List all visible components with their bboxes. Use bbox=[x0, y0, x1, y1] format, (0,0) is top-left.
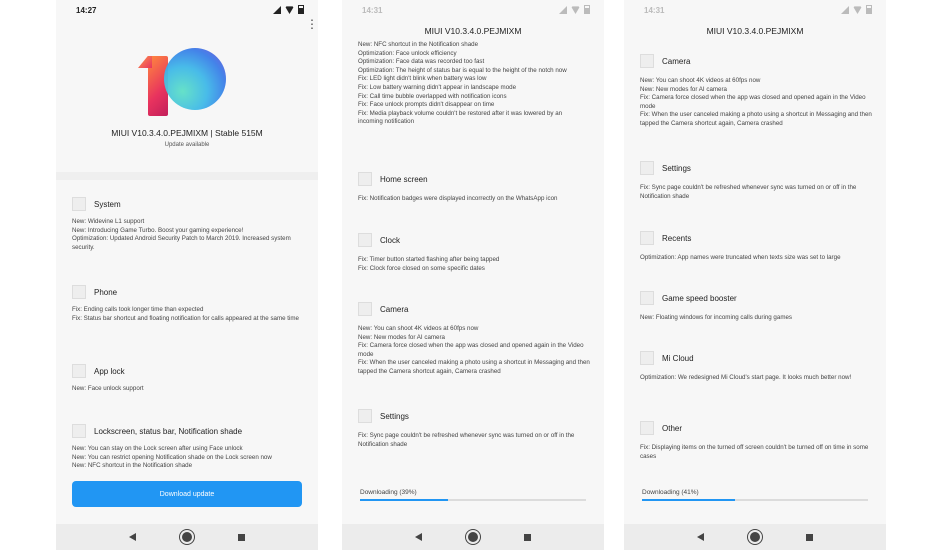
changelog-line: New: NFC shortcut in the Notification shade bbox=[358, 41, 479, 48]
recents-icon[interactable] bbox=[238, 534, 245, 541]
page-title: MIUI V10.3.4.0.PEJMIXM bbox=[706, 26, 804, 36]
changelog-line: Fix: Call time bubble overlapped with notification icons bbox=[358, 92, 507, 100]
wifi-icon bbox=[853, 5, 862, 14]
phone-icon bbox=[72, 285, 86, 299]
status-time: 14:31 bbox=[362, 6, 383, 15]
section-title: Other bbox=[662, 423, 683, 433]
back-icon[interactable] bbox=[697, 533, 704, 541]
system-icon bbox=[72, 197, 86, 211]
back-icon[interactable] bbox=[415, 533, 422, 541]
changelog-line: Optimization: Face unlock efficiency bbox=[358, 49, 457, 57]
home-icon[interactable] bbox=[182, 532, 192, 542]
changelog-line: Fix: Camera force closed when the app was closed and opened again in the Video mode bbox=[358, 342, 584, 358]
changelog-section-settings bbox=[640, 158, 872, 201]
navigation-bar bbox=[56, 524, 318, 550]
download-progress-fill bbox=[360, 499, 448, 501]
changelog-line: New: Face unlock support bbox=[72, 385, 144, 392]
changelog-line: Optimization: The height of status bar is equal to the height of the notch now bbox=[358, 66, 567, 74]
status-time: 14:27 bbox=[76, 6, 97, 15]
signal-icon bbox=[273, 6, 281, 14]
changelog-line: Fix: Displaying items on the turned off screen couldn't be turned off on time in some cases bbox=[640, 444, 869, 460]
version-label: MIUI V10.3.4.0.PEJMIXM | Stable 515M bbox=[111, 128, 263, 138]
changelog-section-system bbox=[72, 194, 304, 252]
recents-icon[interactable] bbox=[524, 534, 531, 541]
changelog-line: Fix: Media playback volume couldn't be restored after it was lowered by an incoming notification bbox=[358, 109, 563, 126]
changelog-section-home-screen bbox=[358, 169, 590, 204]
app-lock-icon bbox=[72, 364, 86, 378]
changelog-line: New: New modes for AI camera bbox=[640, 85, 727, 93]
section-title: System bbox=[94, 199, 121, 209]
clock-icon bbox=[358, 233, 372, 247]
changelog-section-phone bbox=[72, 282, 304, 323]
section-title: Recents bbox=[662, 233, 692, 243]
changelog-line: Fix: Face unlock prompts didn't disappear on time bbox=[358, 101, 495, 109]
changelog-line: Fix: Notification badges were displayed incorrectly on the WhatsApp icon bbox=[358, 195, 558, 202]
download-progress-bar bbox=[642, 499, 868, 501]
navigation-bar bbox=[342, 524, 604, 550]
home-icon[interactable] bbox=[468, 532, 478, 542]
page-title: MIUI V10.3.4.0.PEJMIXM bbox=[424, 26, 522, 36]
changelog-line: New: New modes for AI camera bbox=[358, 333, 445, 341]
section-title: Camera bbox=[380, 304, 409, 314]
changelog-line: New: You can restrict opening Notification shade on the Lock screen now bbox=[72, 453, 272, 461]
navigation-bar bbox=[624, 524, 886, 550]
changelog-line: New: You can shoot 4K videos at 60fps now bbox=[640, 77, 761, 84]
back-icon[interactable] bbox=[129, 533, 136, 541]
changelog-line: Fix: Ending calls took longer time than expected bbox=[72, 306, 204, 313]
battery-icon bbox=[866, 5, 872, 14]
changelog-line: Optimization: Face data was recorded too fast bbox=[358, 58, 485, 66]
signal-icon bbox=[841, 6, 849, 14]
changelog-line: New: Widevine L1 support bbox=[72, 218, 145, 225]
camera-icon bbox=[640, 54, 654, 68]
section-title: Phone bbox=[94, 287, 118, 297]
changelog-line: Fix: Clock force closed on some specific dates bbox=[358, 264, 485, 272]
game-speed-booster-icon bbox=[640, 291, 654, 305]
other-icon bbox=[640, 421, 654, 435]
recents-icon bbox=[640, 231, 654, 245]
divider bbox=[56, 172, 318, 180]
section-title: Camera bbox=[662, 56, 691, 66]
changelog-line: Fix: Timer button started flashing after being tapped bbox=[358, 256, 500, 263]
changelog-line: New: Introducing Game Turbo. Boost your gaming experience! bbox=[72, 226, 244, 234]
changelog-section-game-speed-booster bbox=[640, 288, 872, 323]
section-title: Clock bbox=[380, 235, 401, 245]
section-title: Mi Cloud bbox=[662, 353, 694, 363]
section-title: Lockscreen, status bar, Notification shade bbox=[94, 426, 243, 436]
home-icon[interactable] bbox=[750, 532, 760, 542]
download-update-button[interactable]: Download update bbox=[72, 481, 302, 507]
battery-icon bbox=[584, 5, 590, 14]
status-bar bbox=[342, 0, 604, 22]
changelog-line: Fix: Low battery warning didn't appear in landscape mode bbox=[358, 83, 517, 91]
screen-downloading-41 bbox=[624, 0, 886, 550]
section-title: Settings bbox=[662, 163, 691, 173]
miui-10-logo bbox=[142, 48, 230, 118]
screen-update-available bbox=[56, 0, 318, 550]
changelog-section-recents bbox=[640, 228, 872, 263]
download-progress-fill bbox=[642, 499, 735, 501]
changelog-section-clock bbox=[358, 230, 590, 273]
changelog-line: Fix: Camera force closed when the app was closed and opened again in the Video mode bbox=[640, 94, 866, 110]
mi-cloud-icon bbox=[640, 351, 654, 365]
section-title: Settings bbox=[380, 411, 409, 421]
section-title: Home screen bbox=[380, 174, 428, 184]
changelog-line: Fix: Status bar shortcut and floating notification for calls appeared at the same time bbox=[72, 314, 299, 322]
changelog-section-mi-cloud bbox=[640, 348, 872, 383]
lockscreen-icon bbox=[72, 424, 86, 438]
download-progress-label: Downloading (39%) bbox=[360, 489, 417, 496]
settings-icon bbox=[358, 409, 372, 423]
wifi-icon bbox=[571, 5, 580, 14]
changelog-section-settings bbox=[358, 406, 590, 449]
changelog-line: Fix: LED light didn't blink when battery was low bbox=[358, 75, 487, 83]
more-options-icon[interactable]: ⋮ bbox=[306, 17, 318, 31]
camera-icon bbox=[358, 302, 372, 316]
battery-icon bbox=[298, 5, 304, 14]
section-title: App lock bbox=[94, 366, 125, 376]
section-title: Game speed booster bbox=[662, 293, 737, 303]
changelog-line: Optimization: Updated Android Security Patch to March 2019. Increased system security. bbox=[72, 235, 291, 251]
changelog-line: Fix: When the user canceled making a photo using a shortcut in Messaging and then tapped the Camera shortcut again, Camera crashed bbox=[640, 111, 872, 127]
changelog-section-camera bbox=[640, 51, 872, 129]
changelog-line: New: Floating windows for incoming calls during games bbox=[640, 314, 793, 321]
wifi-icon bbox=[285, 5, 294, 14]
changelog-line: Fix: Sync page couldn't be refreshed whenever sync was turned on or off in the Notification shade bbox=[358, 432, 575, 448]
changelog-line: Optimization: App names were truncated when texts size was set to large bbox=[640, 254, 841, 261]
recents-icon[interactable] bbox=[806, 534, 813, 541]
settings-icon bbox=[640, 161, 654, 175]
changelog-continued bbox=[358, 41, 588, 127]
changelog-line: New: You can shoot 4K videos at 60fps now bbox=[358, 325, 479, 332]
changelog-line: Optimization: We redesigned Mi Cloud's start page. It looks much better now! bbox=[640, 374, 852, 381]
download-progress-bar bbox=[360, 499, 586, 501]
download-progress-label: Downloading (41%) bbox=[642, 489, 699, 496]
changelog-line: Fix: Sync page couldn't be refreshed whenever sync was turned on or off in the Notification shade bbox=[640, 184, 857, 200]
changelog-section-lockscreen bbox=[72, 421, 304, 471]
status-time: 14:31 bbox=[644, 6, 665, 15]
changelog-section-other bbox=[640, 418, 872, 461]
signal-icon bbox=[559, 6, 567, 14]
status-bar bbox=[624, 0, 886, 22]
screen-downloading-39 bbox=[342, 0, 604, 550]
changelog-line: New: NFC shortcut in the Notification shade bbox=[72, 462, 193, 470]
changelog-section-app-lock bbox=[72, 361, 304, 394]
changelog-line: New: You can stay on the Lock screen after using Face unlock bbox=[72, 445, 243, 452]
changelog-section-camera bbox=[358, 299, 590, 377]
home-screen-icon bbox=[358, 172, 372, 186]
update-available-label: Update available bbox=[164, 142, 210, 148]
changelog-line: Fix: When the user canceled making a photo using a shortcut in Messaging and then tapped the Camera shortcut again, Camera crashed bbox=[358, 359, 590, 375]
status-bar bbox=[56, 0, 318, 22]
